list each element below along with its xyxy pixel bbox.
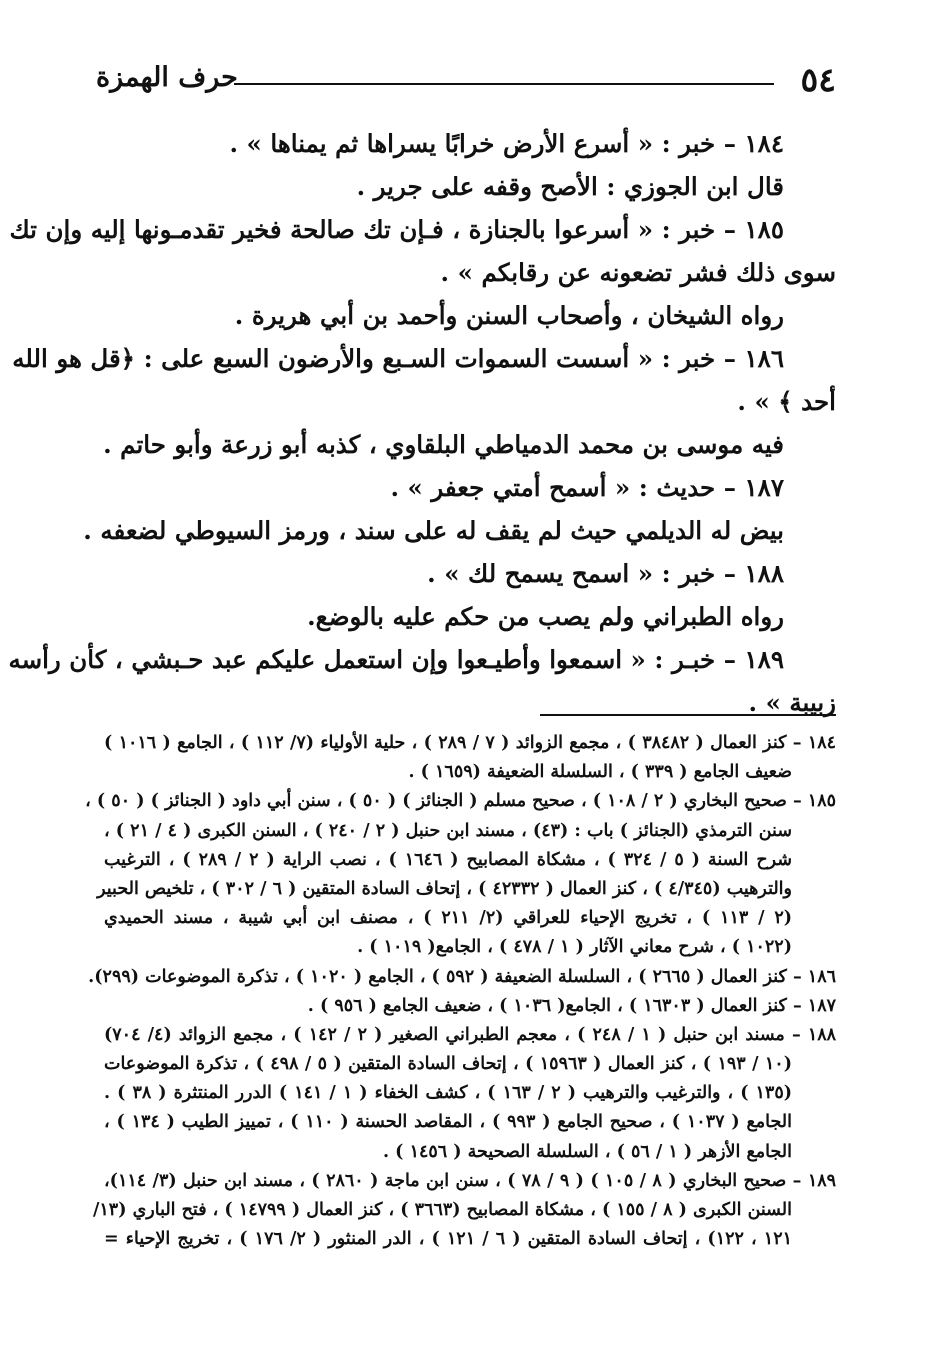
text-line: زبيبة » . (748, 688, 836, 717)
footnote-line: ضعيف الجامع ( ٣٣٩ ) ، السلسلة الضعيفة (١٦٥٩ ) . (408, 762, 792, 783)
text-line: قال ابن الجوزي : الأصح وقفه على جرير . (356, 172, 784, 201)
footnote-line: السنن الكبرى ( ٨ / ١٥٥ ) ، مشكاة المصابيح (٣٦٦٣ ) ، كنز العمال ( ١٤٧٩٩ ) ، فتح الباري (١٣/ (93, 1200, 792, 1220)
footnotes (85, 729, 837, 1254)
text-line: ١٨٥ – خبر : « أسرعوا بالجنازة ، فـإن تك صالحة فخير تقدمـونها إليه وإن تك (9, 215, 784, 244)
text-line: ١٨٩ – خبـر : « اسمعوا وأطيـعوا وإن استعمل عليكم عبد حـبشي ، كأن رأسه (8, 645, 784, 674)
text-line: ١٨٨ – خبر : « اسمح يسمح لك » . (427, 559, 784, 588)
footnote-line: ١٨٧ – كنز العمال ( ١٦٣٠٣ ) ، الجامع( ١٠٣٦ ) ، ضعيف الجامع ( ٩٥٦ ) . (307, 995, 836, 1016)
header-rule (234, 83, 774, 85)
main-text (8, 122, 836, 724)
text-line: ١٨٧ – حديث : « أسمح أمتي جعفر » . (390, 473, 784, 502)
page-header (96, 58, 836, 110)
text-line: بيض له الديلمي حيث لم يقف له على سند ، ورمز السيوطي لضعفه . (83, 516, 784, 545)
footnote-line: (٢ / ١١٣ ) ، تخريج الإحياء للعراقي (٢/ ٢١١ ) ، مصنف ابن أبي شيبة ، مسند الحميدي (104, 908, 793, 929)
footnote-line: ١٨٨ – مسند ابن حنبل ( ١ / ٢٤٨ ) ، معجم الطبراني الصغير ( ٢ / ١٤٢ ) ، مجمع الزوائد (٤/ ٧٠٤) (104, 1024, 837, 1045)
footnote-line: الجامع الأزهر ( ١ / ٥٦ ) ، السلسلة الصحيحة ( ١٤٥٦ ) . (383, 1141, 792, 1162)
footnote-line: شرح السنة ( ٥ / ٣٢٤ ) ، مشكاة المصابيح ( ١٦٤٦ ) ، نصب الراية ( ٢ / ٢٨٩ ) ، الترغيب (104, 849, 792, 870)
footnote-line: والترهيب (٤/٣٤٥ ) ، كنز العمال ( ٤٢٣٣٢ ) ، إتحاف السادة المتقين ( ٦ / ٣٠٢ ) ، تلخيص الحبير (97, 878, 792, 899)
footnote-line: (١٠٢٢ ) ، شرح معاني الآثار ( ١ / ٤٧٨ ) ، الجامع( ١٠١٩ ) . (357, 937, 792, 958)
footnote-line: سنن الترمذي (الجنائز ) باب : (٤٣) ، مسند ابن حنبل ( ٢ / ٢٤٠ ) ، السنن الكبرى ( ٤ / ٢١ ) ، (104, 820, 792, 841)
text-line: رواه الطبراني ولم يصب من حكم عليه بالوضع. (307, 602, 784, 631)
footnote-line: الجامع ( ١٠٣٧ ) ، صحيح الجامع ( ٩٩٣ ) ، المقاصد الحسنة ( ١١٠ ) ، تمييز الطيب ( ١٣٤ ) ، (104, 1112, 792, 1133)
footnote-line: ١٨٥ – صحيح البخاري ( ٢ / ١٠٨ ) ، صحيح مسلم ( الجنائز ) ( ٥٠ ) ، سنن أبي داود ( الجنائز ) ( ٥٠ ) ، (85, 791, 836, 812)
text-line: أحد ﴾ » . (737, 387, 836, 416)
text-line: سوى ذلك فشر تضعونه عن رقابكم » . (440, 258, 836, 287)
footnote-line: ١٨٤ – كنز العمال ( ٣٨٤٨٢ ) ، مجمع الزوائد ( ٧ / ٢٨٩ ) ، حلية الأولياء (٧/ ١١٢ ) ، الجامع ( ١٠١٦ ) (104, 733, 837, 753)
text-line: ١٨٦ – خبر : « أسست السموات السـبع والأرضون السبع على : ﴿قل هو الله (12, 344, 784, 373)
page-number: ٥٤ (800, 60, 836, 99)
footnote-separator (540, 714, 836, 716)
footnote-line: ١٨٩ – صحيح البخاري ( ٨ / ١٠٥ ) ( ٩ / ٧٨ ) ، سنن ابن ماجة ( ٢٨٦٠ ) ، مسند ابن حنبل (٣/ ١١٤)، (104, 1170, 837, 1191)
footnote-line: ١٨٦ – كنز العمال ( ٢٦٦٥ ) ، السلسلة الضعيفة ( ٥٩٢ ) ، الجامع ( ١٠٢٠ ) ، تذكرة الموضوعات (٢٩٩). (88, 966, 836, 987)
footnote-line: (١٣٥ ) ، والترغيب والترهيب ( ٢ / ١٦٣ ) ، كشف الخفاء ( ١ / ١٤١ ) الدرر المنتثرة ( ٣٨ ) . (104, 1083, 792, 1104)
footnote-line: (١٠ / ١٩٣ ) ، كنز العمال ( ١٥٩٦٣ ) ، إتحاف السادة المتقين ( ٥ / ٤٩٨ ) ، تذكرة الموضوعات (104, 1054, 792, 1075)
text-line: ١٨٤ – خبر : « أسرع الأرض خرابًا يسراها ثم يمناها » . (229, 129, 784, 158)
text-line: رواه الشيخان ، وأصحاب السنن وأحمد بن أبي هريرة . (234, 301, 784, 330)
running-title: حرف الهمزة (96, 62, 238, 93)
text-line: فيه موسى بن محمد الدمياطي البلقاوي ، كذبه أبو زرعة وأبو حاتم . (103, 430, 784, 459)
footnote-line: ١٢١ ، ١٢٢) ، إتحاف السادة المتقين ( ٦ / ١٢١ ) ، الدر المنثور ( ٢/ ١٧٦ ) ، تخريج الإحياء = (104, 1229, 792, 1250)
